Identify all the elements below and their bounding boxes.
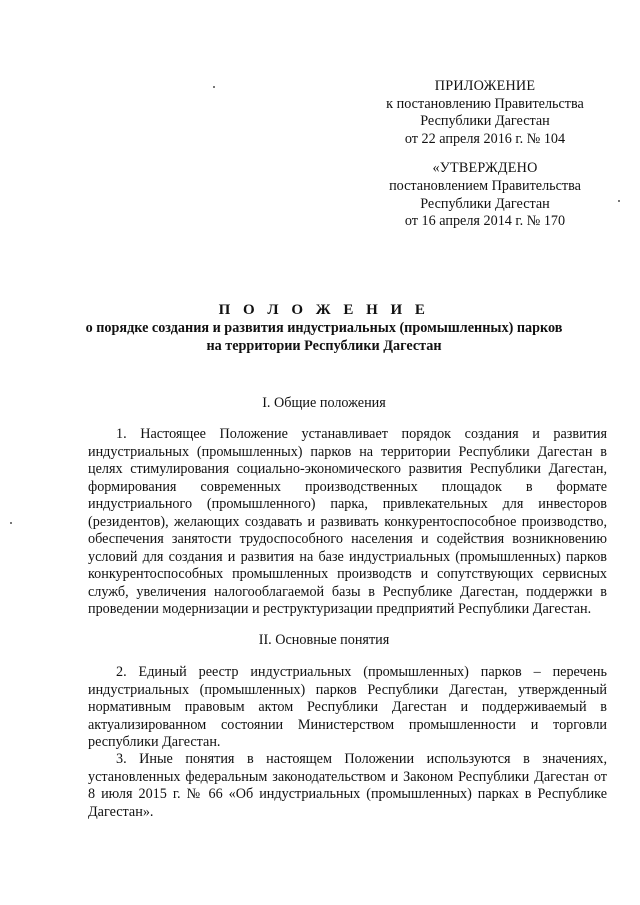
scan-speck bbox=[213, 86, 215, 88]
appendix-line-3: от 22 апреля 2016 г. № 104 bbox=[404, 130, 566, 147]
paragraph-3: 3. Иные понятия в настоящем Положении используются в значениях, установленных федеральным законодательством и Законом Республики Дагестан от 8 июля 2015 г. № 66 «Об индустриальных (промышленных) парках в Республике Дагестан». bbox=[88, 751, 607, 820]
appendix-line-2: Республики Дагестан bbox=[420, 113, 550, 130]
approved-line-3: от 16 апреля 2014 г. № 170 bbox=[404, 213, 566, 230]
section-2-heading: II. Основные понятия bbox=[258, 632, 390, 648]
document-subtitle-1: о порядке создания и развития индустриальных (промышленных) парков bbox=[85, 320, 563, 336]
appendix-title: ПРИЛОЖЕНИЕ bbox=[434, 78, 536, 94]
document-title bbox=[40, 300, 608, 355]
approved-title: «УТВЕРЖДЕНО bbox=[432, 160, 538, 177]
scan-speck bbox=[10, 522, 12, 524]
section-1-heading: I. Общие положения bbox=[262, 395, 386, 411]
appendix-line-1: к постановлению Правительства bbox=[386, 95, 584, 112]
scan-speck bbox=[618, 200, 620, 202]
paragraph-1: 1. Настоящее Положение устанавливает порядок создания и развития индустриальных (промышленных) парков на территории Республики Дагестан в целях стимулирования социально-экономического развития Республики Дагестан, формирования современных производственных площадок в формате индустриального (промышленного) парка, привлекательных для инвесторов (резидентов), желающих создавать и развивать конкурентоспособное производство, обеспечения занятости трудоспособного населения и содействия возникновению условий для создания и развития на базе индустриальных (промышленных) парков конкурентоспособных промышленных производств и сопутствующих сервисных служб, увеличения налогооблагаемой базы в Республике Дагестан, поддержки в проведении модернизации и реструктуризации предприятий Республики Дагестан. bbox=[88, 426, 607, 618]
appendix-block bbox=[340, 78, 630, 231]
document-heading: П О Л О Ж Е Н И Е bbox=[218, 302, 430, 318]
paragraph-2: 2. Единый реестр индустриальных (промышленных) парков – перечень индустриальных (промышленных) парков Республики Дагестан, утвержденный нормативным правовым актом Республики Дагестан и поддерживаемый в актуализированном состоянии Министерством промышленности и торговли республики Дагестан. bbox=[88, 664, 607, 751]
approved-line-1: постановлением Правительства bbox=[389, 177, 581, 194]
document-subtitle-2: на территории Республики Дагестан bbox=[206, 337, 442, 354]
approved-line-2: Республики Дагестан bbox=[420, 195, 550, 212]
